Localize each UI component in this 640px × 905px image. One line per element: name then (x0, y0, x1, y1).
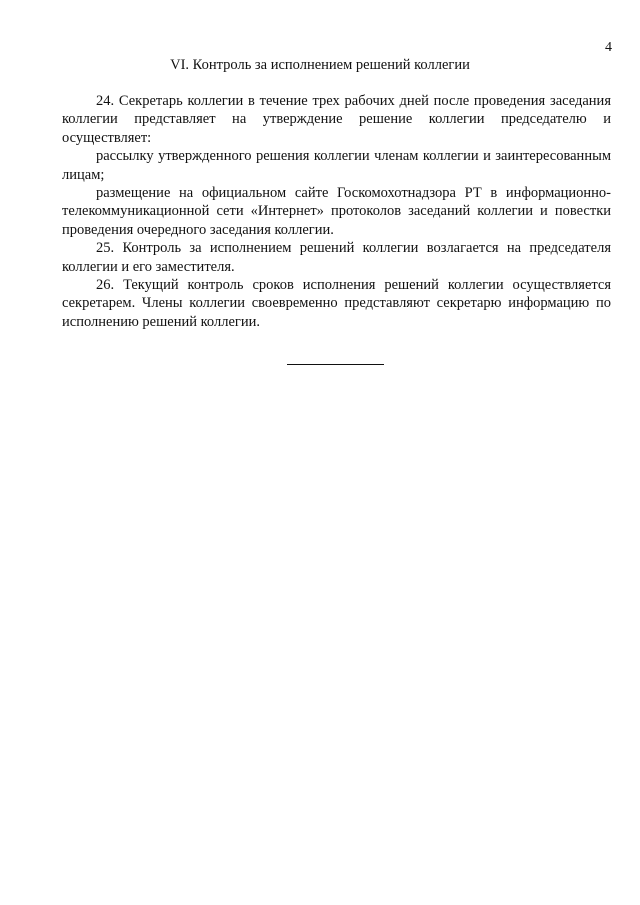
end-divider-line (287, 364, 384, 365)
paragraph-26: 26. Текущий контроль сроков исполнения решений коллегии осуществляется секретарем. Члены коллегии своевременно представляют секретарю информацию по исполнению решений коллегии. (62, 277, 611, 330)
paragraph-25: 25. Контроль за исполнением решений коллегии возлагается на председателя коллегии и его заместителя. (62, 240, 611, 275)
paragraph-website-publication: размещение на официальном сайте Госкомохотнадзора РТ в информационно-телекоммуникационной сети «Интернет» протоколов заседаний коллегии и повестки проведения очередного заседания коллегии. (62, 185, 611, 238)
paragraph-mailing: рассылку утвержденного решения коллегии членам коллегии и заинтересованным лицам; (62, 148, 611, 183)
document-body (62, 92, 611, 331)
paragraph-24: 24. Секретарь коллегии в течение трех рабочих дней после проведения заседания коллегии представляет на утверждение решение коллегии председателю и осуществляет: (62, 93, 611, 146)
page-number: 4 (605, 40, 612, 55)
section-title: VI. Контроль за исполнением решений коллегии (170, 57, 470, 73)
